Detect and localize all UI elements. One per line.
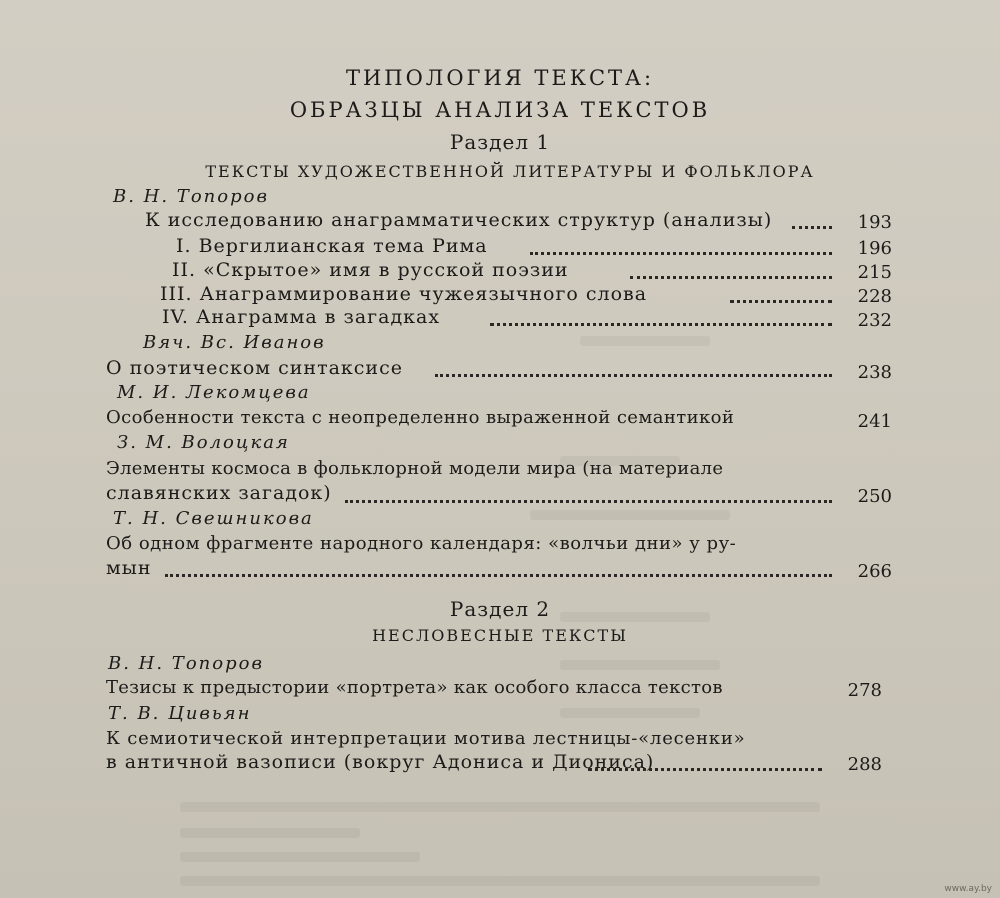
- book-title-line1: ТИПОЛОГИЯ ТЕКСТА:: [345, 66, 655, 90]
- page-number: 250: [857, 486, 892, 507]
- entry-author: З. М. Волоцкая: [117, 432, 290, 453]
- entry-title-line1: Об одном фрагменте народного календаря: «волчьи дни» у ру-: [106, 533, 737, 554]
- leader-dots: [588, 768, 822, 771]
- page-number: 232: [857, 310, 892, 331]
- leader-dots: [792, 226, 832, 229]
- page-number: 288: [847, 754, 882, 775]
- page-number: 278: [847, 680, 882, 701]
- entry-title-line2: славянских загадок): [106, 482, 332, 504]
- subentry-title: IV. Анаграмма в загадках: [162, 306, 441, 328]
- entry-title: О поэтическом синтаксисе: [106, 357, 403, 379]
- entry-author: В. Н. Топоров: [113, 186, 269, 207]
- entry-author: М. И. Лекомцева: [117, 382, 311, 403]
- leader-dots: [490, 323, 832, 326]
- subentry-title: I. Вергилианская тема Рима: [176, 235, 488, 257]
- watermark: www.ay.by: [944, 884, 992, 894]
- page-number: 193: [857, 212, 892, 233]
- entry-author: Т. В. Цивьян: [108, 703, 252, 724]
- entry-author: Т. Н. Свешникова: [113, 508, 314, 529]
- entry-title-line2: мын: [106, 557, 152, 579]
- leader-dots: [165, 574, 832, 577]
- entry-title: Особенности текста с неопределенно выраженной семантикой: [106, 407, 735, 428]
- leader-dots: [630, 276, 832, 279]
- entry-title: Тезисы к предыстории «портрета» как особого класса текстов: [106, 677, 723, 698]
- leader-dots: [730, 300, 832, 303]
- entry-title-line1: К семиотической интерпретации мотива лестницы-«лесенки»: [106, 728, 746, 749]
- leader-dots: [345, 500, 832, 503]
- entry-author: В. Н. Топоров: [108, 653, 264, 674]
- subentry-title: III. Анаграммирование чужеязычного слова: [160, 283, 648, 305]
- page-number: 228: [857, 286, 892, 307]
- page-number: 241: [857, 411, 892, 432]
- entry-title-line2: в античной вазописи (вокруг Адониса и Диониса): [106, 751, 655, 773]
- section2-title: НЕСЛОВЕСНЫЕ ТЕКСТЫ: [372, 626, 628, 645]
- book-title-line2: ОБРАЗЦЫ АНАЛИЗА ТЕКСТОВ: [289, 98, 711, 122]
- subentry-title: II. «Скрытое» имя в русской поэзии: [172, 259, 569, 281]
- leader-dots: [435, 374, 832, 377]
- entry-title-line1: Элементы космоса в фольклорной модели мира (на материале: [106, 458, 724, 479]
- page-number: 238: [857, 362, 892, 383]
- entry-author: Вяч. Вс. Иванов: [143, 332, 326, 353]
- entry-title: К исследованию анаграмматических структур (анализы): [145, 209, 773, 231]
- page-number: 266: [857, 561, 892, 582]
- page-number: 196: [857, 238, 892, 259]
- page-number: 215: [857, 262, 892, 283]
- leader-dots: [530, 252, 832, 255]
- section1-label: Раздел 1: [449, 130, 551, 154]
- section1-title: ТЕКСТЫ ХУДОЖЕСТВЕННОЙ ЛИТЕРАТУРЫ И ФОЛЬКЛОРА: [205, 162, 815, 181]
- section2-label: Раздел 2: [449, 597, 551, 621]
